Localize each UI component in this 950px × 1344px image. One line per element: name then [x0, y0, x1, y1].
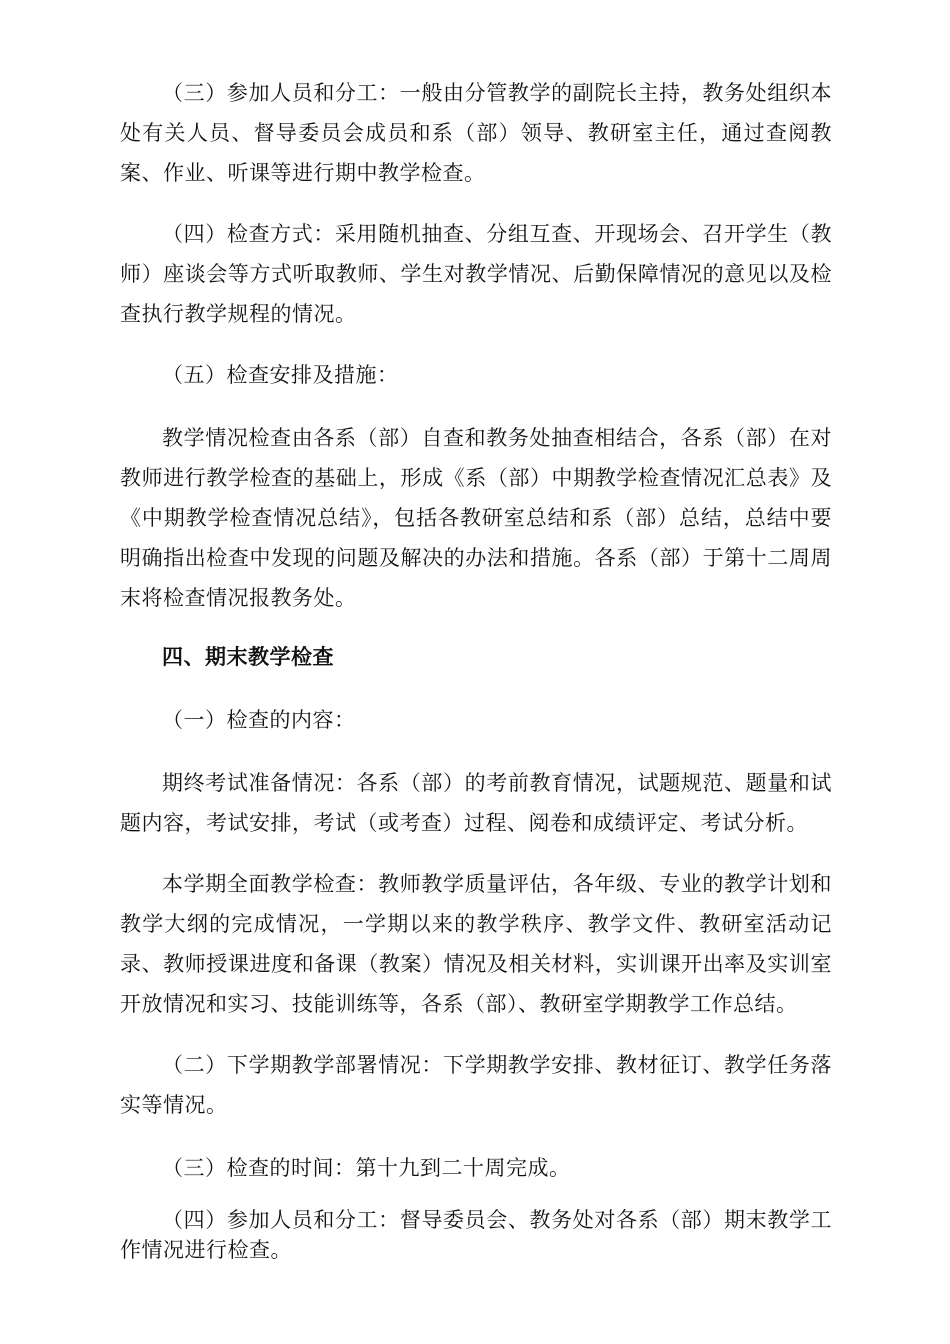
paragraph-next-semester: （二）下学期教学部署情况：下学期教学安排、教材征订、教学任务落实等情况。 — [120, 1053, 832, 1117]
paragraph-participants-final: （四）参加人员和分工：督导委员会、教务处对各系（部）期末教学工作情况进行检查。 — [120, 1208, 832, 1262]
paragraph-arrangement-details: 教学情况检查由各系（部）自查和教务处抽查相结合，各系（部）在对教师进行教学检查的基础上，形成《系（部）中期教学检查情况汇总表》及《中期教学检查情况总结》，包括各教研室总结和系（部）总结，总结中要明确指出检查中发现的问题及解决的办法和措施。各系（部）于第十二周周末将检查情况报教务处。 — [120, 426, 832, 610]
paragraph-semester-inspection: 本学期全面教学检查：教师教学质量评估，各年级、专业的教学计划和教学大纲的完成情况，一学期以来的教学秩序、教学文件、教研室活动记录、教师授课进度和备课（教案）情况及相关材料，实训课开出率及实训室开放情况和实习、技能训练等，各系（部）、教研室学期教学工作总结。 — [120, 872, 832, 1016]
paragraph-arrangement-heading: （五）检查安排及措施： — [162, 363, 399, 387]
paragraph-participants-midterm: （三）参加人员和分工：一般由分管教学的副院长主持，教务处组织本处有关人员、督导委员会成员和系（部）领导、教研室主任，通过查阅教案、作业、听课等进行期中教学检查。 — [120, 81, 832, 185]
paragraph-inspection-time: （三）检查的时间：第十九到二十周完成。 — [162, 1156, 571, 1180]
section-heading-final-inspection: 四、期末教学检查 — [162, 644, 334, 669]
paragraph-inspection-method: （四）检查方式：采用随机抽查、分组互查、开现场会、召开学生（教师）座谈会等方式听取教师、学生对教学情况、后勤保障情况的意见以及检查执行教学规程的情况。 — [120, 222, 832, 326]
paragraph-content-heading: （一）检查的内容： — [162, 708, 356, 732]
paragraph-final-exam-preparation: 期终考试准备情况：各系（部）的考前教育情况，试题规范、题量和试题内容，考试安排，考试（或考查）过程、阅卷和成绩评定、考试分析。 — [120, 771, 832, 835]
